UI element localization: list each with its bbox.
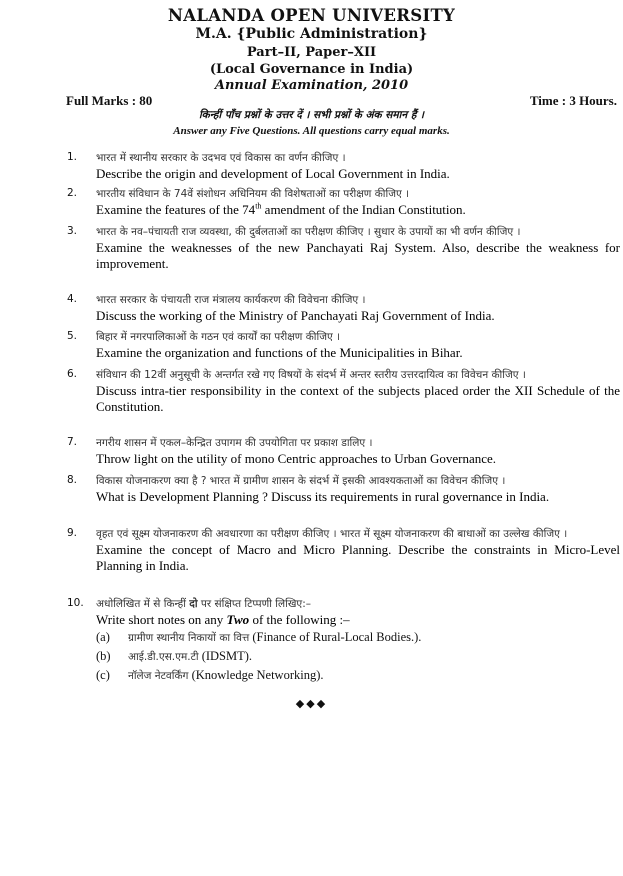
sub-question-text: नॉलेज नेटवर्किंग (Knowledge Networking).	[128, 668, 324, 682]
question-text-hindi: विकास योजनाकरण क्या है ? भारत में ग्रामीण शासन के संदर्भ में इसकी आवश्यकताओं का विवेचन कीजिए ।	[96, 475, 506, 487]
sub-question-label: (b)	[96, 649, 111, 663]
question-text-hindi: संविधान की 12वीं अनुसूची के अन्तर्गत रखे गए विषयों के संदर्भ में अन्तर स्तरीय उत्तरदायित्व का विवेचन कीजिए ।	[96, 369, 526, 381]
question-text-hindi: नगरीय शासन में एकल–केन्द्रित उपागम की उपयोगिता पर प्रकाश डालिए ।	[96, 437, 373, 449]
sub-question-label: (c)	[96, 668, 110, 682]
question-text-hindi: भारत सरकार के पंचायती राज मंत्रालय कार्यकरण की विवेचना कीजिए ।	[96, 294, 366, 306]
question-text-hindi: भारत के नव–पंचायती राज व्यवस्था, की दुर्बलताओं का परीक्षण कीजिए । सुधार के उपायों का भी वर्णन कीजिए ।	[96, 226, 521, 238]
paper-subject: (Local Governance in India)	[209, 62, 414, 77]
question-number: 7.	[67, 436, 78, 448]
question-number: 5.	[67, 330, 78, 342]
course-title: M.A. {Public Administration}	[195, 26, 428, 42]
exam-title: Annual Examination, 2010	[214, 78, 409, 93]
question-text-english: Throw light on the utility of mono Centric approaches to Urban Governance.	[96, 451, 497, 466]
question-text-english: Discuss intra-tier responsibility in the context of the subjects placed order the XII Schedule of the Constitution.	[96, 383, 620, 414]
sub-question-text: ग्रामीण स्थानीय निकायों का वित्त (Finance of Rural-Local Bodies.).	[128, 630, 422, 644]
question-number: 2.	[67, 187, 78, 199]
question-text-english: Discuss the working of the Ministry of Panchayati Raj Government of India.	[96, 308, 495, 323]
question-text-english: Examine the features of the 74th amendment of the Indian Constitution.	[96, 201, 466, 217]
full-marks: Full Marks : 80	[66, 93, 153, 108]
instruction-hindi: किन्हीं पाँच प्रश्नों के उत्तर दें । सभी प्रश्नों के अंक समान हैं ।	[198, 109, 425, 121]
question-text-english: Examine the organization and functions of the Municipalities in Bihar.	[96, 345, 463, 360]
end-ornament: ◆◆◆	[295, 698, 328, 710]
paper-part: Part–II, Paper–XII	[246, 45, 377, 60]
question-text-hindi: अधोलिखित में से किन्हीं दो पर संक्षिप्त टिप्पणी लिखिए:–	[96, 598, 312, 610]
time-allowed: Time : 3 Hours.	[529, 93, 617, 108]
sub-question-text: आई.डी.एस.एम.टी (IDSMT).	[128, 649, 253, 663]
university-name: NALANDA OPEN UNIVERSITY	[167, 6, 456, 25]
question-number: 10.	[67, 597, 84, 609]
question-number: 9.	[67, 527, 78, 539]
question-number: 1.	[67, 151, 78, 163]
question-text-english: What is Development Planning ? Discuss its requirements in rural governance in India.	[96, 489, 550, 504]
question-number: 4.	[67, 293, 78, 305]
question-text-english: Write short notes on any Two of the following :–	[96, 612, 350, 627]
instruction-english: Answer any Five Questions. All questions carry equal marks.	[173, 125, 450, 137]
question-text-hindi: बिहार में नगरपालिकाओं के गठन एवं कार्यों का परीक्षण कीजिए ।	[96, 331, 341, 343]
question-text-hindi: वृहत एवं सूक्ष्म योजनाकरण की अवधारणा का परीक्षण कीजिए । भारत में सूक्ष्म योजनाकरण की बाधाओं का उल्लेख कीजिए ।	[96, 528, 568, 540]
question-text-english: Describe the origin and development of Local Government in India.	[96, 166, 450, 181]
question-number: 3.	[67, 225, 78, 237]
question-number: 6.	[67, 368, 78, 380]
sub-question-label: (a)	[96, 630, 110, 644]
question-text-english: Examine the weaknesses of the new Panchayati Raj System. Also, describe the weakness for improvement.	[96, 240, 620, 271]
question-text-english: Examine the concept of Macro and Micro Planning. Describe the constraints in Micro-Level Planning in India.	[96, 542, 620, 573]
question-text-hindi: भारतीय संविधान के 74वें संशोधन अधिनियम की विशेषताओं का परीक्षण कीजिए ।	[96, 188, 410, 200]
question-number: 8.	[67, 474, 78, 486]
question-text-hindi: भारत में स्थानीय सरकार के उदभव एवं विकास का वर्णन कीजिए ।	[96, 152, 346, 164]
